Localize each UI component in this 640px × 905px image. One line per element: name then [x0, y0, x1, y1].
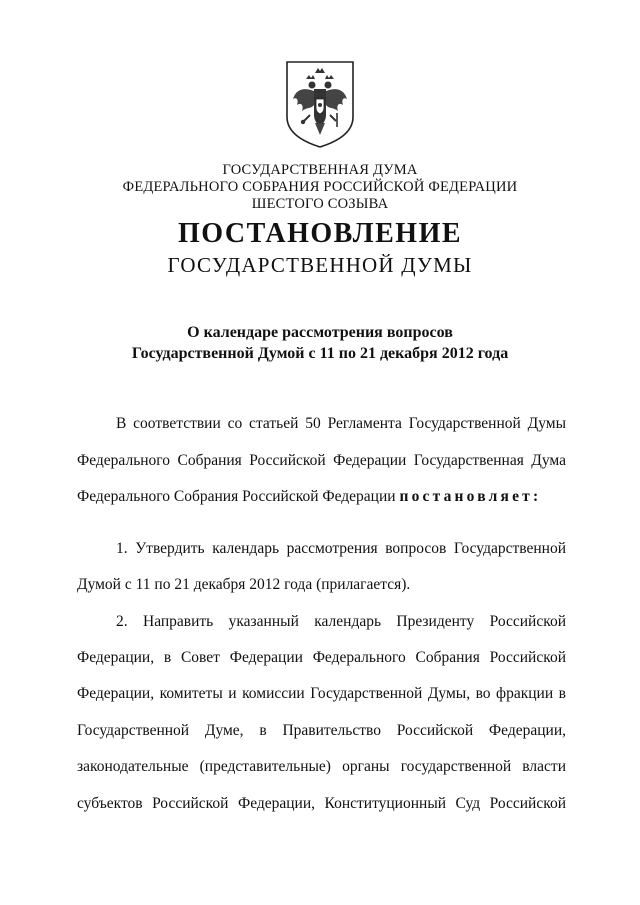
item-1-line-1: 1. Утвердить календарь рассмотрения вопросов Государственной	[116, 540, 566, 557]
subject-line-1: О календаре рассмотрения вопросов	[187, 324, 453, 341]
item-2-line-3: Федерации, комитеты и комиссии Государственной Думы, во фракции в	[77, 685, 566, 702]
paragraph-1-text: Федерального Собрания Российской Федерации	[77, 488, 396, 505]
resolves-emphasis: постановляет:	[399, 488, 542, 505]
document-title: ПОСТАНОВЛЕНИЕ	[177, 218, 463, 249]
item-2-line-5: законодательные (представительные) органы государственной власти	[77, 758, 566, 775]
item-2-line-4: Государственной Думе, в Правительство Российской Федерации,	[77, 722, 566, 739]
paragraph-1-line-3	[77, 487, 566, 507]
subject-line-2: Государственной Думой с 11 по 21 декабря 2012 года	[131, 345, 509, 362]
item-1-line-2: Думой с 11 по 21 декабря 2012 года (прилагается).	[77, 576, 411, 593]
item-2-line-1: 2. Направить указанный календарь Президенту Российской	[116, 613, 566, 630]
header-line-assembly: ФЕДЕРАЛЬНОГО СОБРАНИЯ РОССИЙСКОЙ ФЕДЕРАЦИИ	[122, 179, 518, 195]
russian-coat-of-arms-icon	[284, 59, 356, 149]
header-line-duma: ГОСУДАРСТВЕННАЯ ДУМА	[222, 162, 418, 178]
document-subject	[0, 322, 640, 364]
item-2-line-6: субъектов Российской Федерации, Конституционный Суд Российской	[77, 795, 566, 812]
item-2-line-2: Федерации, в Совет Федерации Федерального Собрания Российской	[77, 649, 566, 666]
paragraph-1-line-2: Федерального Собрания Российской Федерации Государственная Дума	[77, 452, 566, 469]
header-line-convocation: ШЕСТОГО СОЗЫВА	[251, 196, 389, 212]
paragraph-1-line-1: В соответствии со статьей 50 Регламента Государственной Думы	[116, 415, 566, 432]
document-subtitle: ГОСУДАРСТВЕННОЙ ДУМЫ	[167, 253, 473, 277]
